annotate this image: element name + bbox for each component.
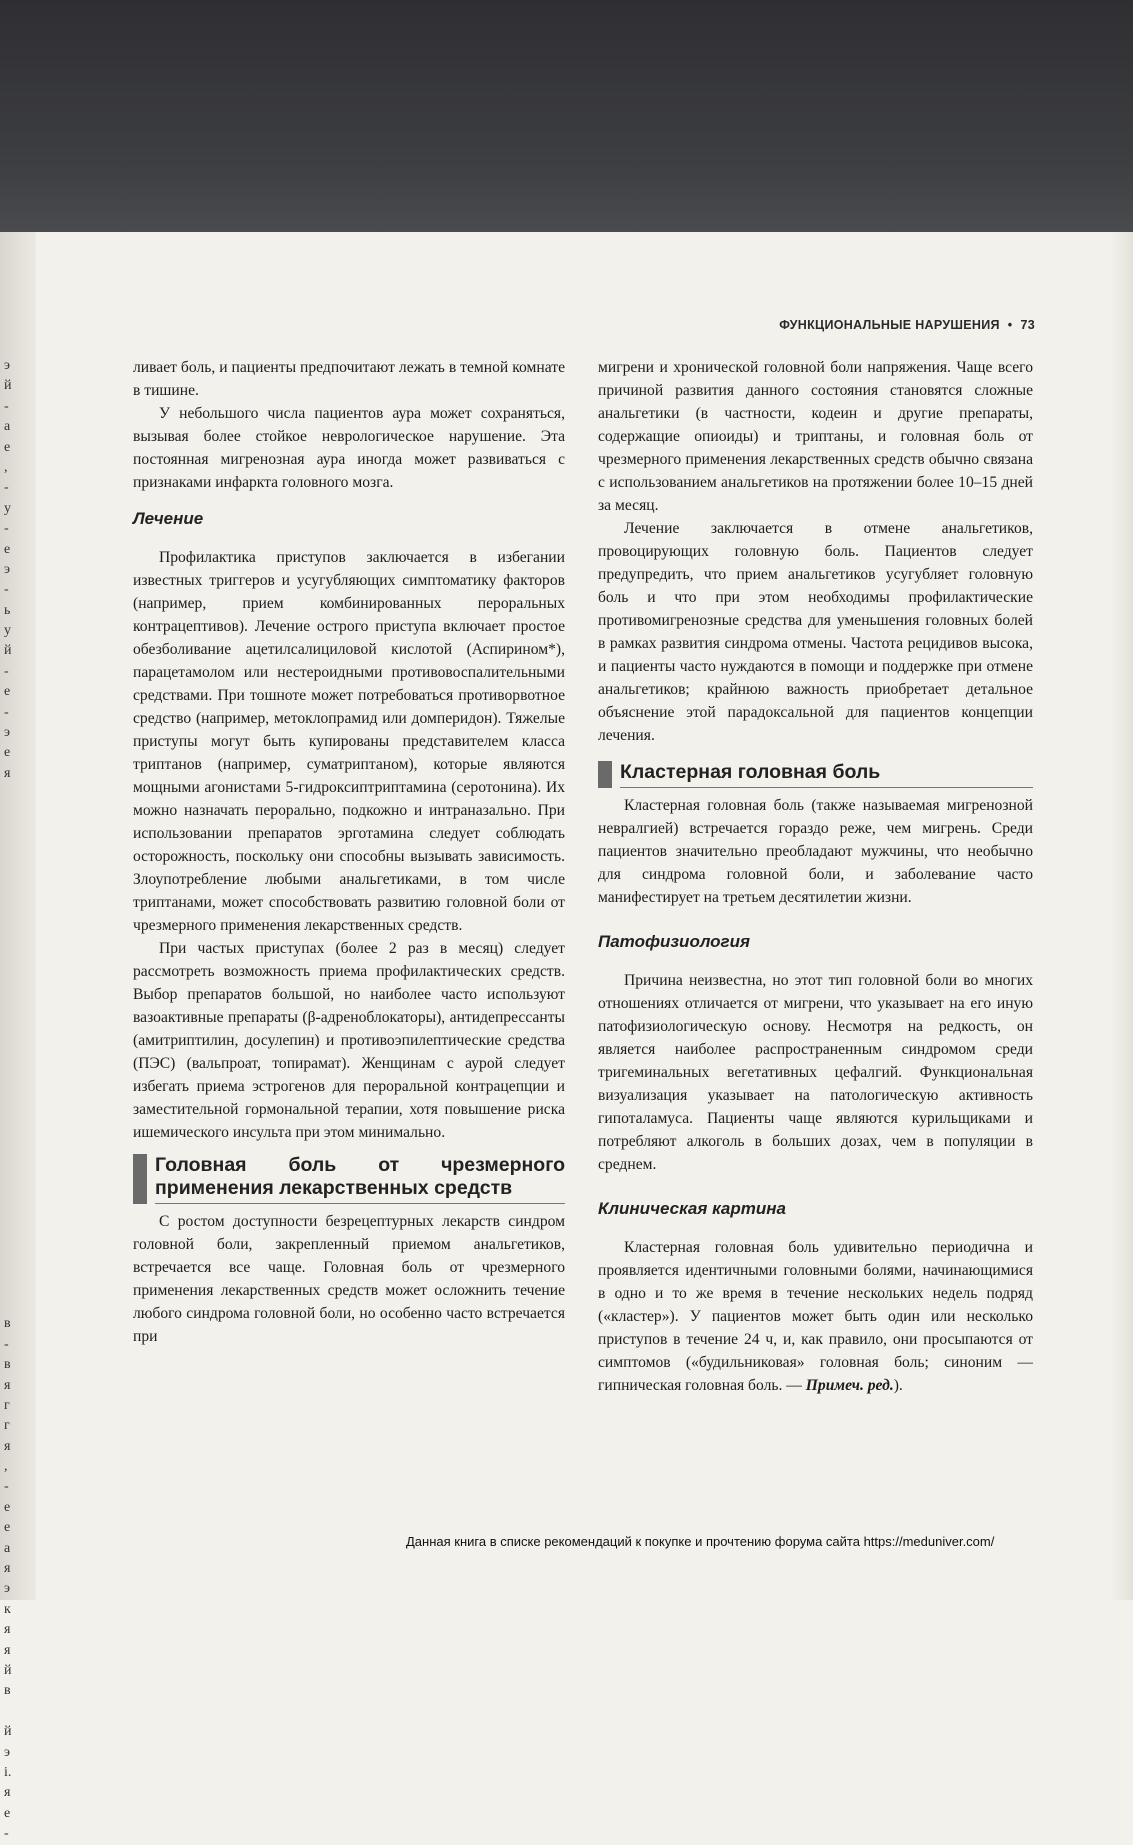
margin-fragment-char <box>4 805 22 825</box>
subheading-clinical-picture: Клиническая картина <box>598 1199 786 1218</box>
paragraph: мигрени и хронической головной боли напряжения. Чаще всего причиной развития данного состояния становятся сложные анальгетики (в частности, кодеин и другие препараты, содержащие опиоиды) и триптаны, и головная боль от чрезмерного применения лекарственных средств обычно связана с использованием анальгетиков на протяжении более 10–15 дней за месяц. <box>598 359 1033 514</box>
paragraph-end: ). <box>893 1377 903 1394</box>
margin-fragment-char <box>4 1702 22 1722</box>
margin-fragment-char <box>4 1212 22 1232</box>
margin-fragment-char <box>4 968 22 988</box>
margin-fragment-char: у <box>4 623 11 639</box>
margin-fragment-char <box>4 1009 22 1029</box>
margin-fragment-char <box>4 1172 22 1192</box>
margin-fragment-char: й <box>4 378 12 394</box>
paragraph: Профилактика приступов заключается в избегании известных триггеров и усугубляющих симптоматику факторов (например, прием комбинированных пероральных контрацептивов). Лечение острого приступа включает простое обезболивание ацетилсалициловой кислотой (Аспирином*), парацетамолом или нестероидными противовоспалительными средствами. При тошноте может потребоваться противорвотное средство (например, метоклопрамид или домперидон). Тяжелые приступы могут быть купированы представителем класса триптанов (например, суматриптаном), которые являются мощными агонистами 5-гидроксиптриптамина (серотонина). Их можно назначать перорально, подкожно и интраназально. При использовании препаратов эрготамина следует соблюдать осторожность, поскольку они способны вызывать зависимость. Злоупотребление любыми анальгетиками, в том числе триптанами, может способствовать развитию головной боли от чрезмерного применения лекарственных средств. <box>133 549 565 934</box>
paragraph: ливает боль, и пациенты предпочитают лежать в темной комнате в тишине. <box>133 359 565 399</box>
margin-fragment-char: е <box>4 1520 11 1536</box>
paragraph-text: Кластерная головная боль удивительно периодична и проявляется идентичными головными болями, начинающимися в одно и то же время в течение нескольких недель подряд («кластер»). У пациентов может быть один или несколько приступов в течение 24 ч, и, как правило, они просыпаются от симптомов («будильниковая» головная боль; синоним — гипническая головная боль. — <box>598 1239 1033 1394</box>
previous-page-margin-fragments <box>4 356 22 1845</box>
margin-fragment-char: э <box>4 561 11 577</box>
margin-fragment-char <box>4 907 22 927</box>
margin-fragment-char <box>4 1274 22 1294</box>
section-heading-cluster <box>598 761 1033 788</box>
margin-fragment-char: е <box>4 684 11 700</box>
section-bar <box>133 1154 147 1204</box>
margin-fragment-char: - <box>4 663 9 679</box>
running-header-bullet: • <box>1007 318 1013 332</box>
margin-fragment-char: э <box>4 1744 11 1760</box>
margin-fragment-char: - <box>4 582 9 598</box>
page-edge-shadow <box>1111 232 1133 1600</box>
margin-fragment-char: - <box>4 704 9 720</box>
margin-fragment-char: е <box>4 439 11 455</box>
margin-fragment-char: е <box>4 1499 11 1515</box>
margin-fragment-char <box>4 845 22 865</box>
margin-fragment-char: й <box>4 1663 12 1678</box>
subheading-pathophysiology: Патофизиология <box>598 932 751 951</box>
margin-fragment-char: я <box>4 1622 11 1638</box>
margin-fragment-char: г <box>4 1418 10 1434</box>
margin-fragment-char: - <box>4 1479 9 1495</box>
margin-fragment-char: е <box>4 541 11 557</box>
section-bar <box>598 761 612 788</box>
margin-fragment-char: к <box>4 1601 11 1617</box>
margin-fragment-char <box>4 1192 22 1212</box>
paragraph <box>598 1236 1033 1397</box>
margin-fragment-char <box>4 1090 22 1110</box>
margin-fragment-char <box>4 1233 22 1253</box>
margin-fragment-char <box>4 927 22 947</box>
margin-fragment-char <box>4 1253 22 1273</box>
margin-fragment-char: , <box>4 1459 8 1475</box>
margin-fragment-char: - <box>4 521 9 537</box>
margin-fragment-char <box>4 1294 22 1314</box>
margin-fragment-char: э <box>4 1581 11 1597</box>
page-number: 73 <box>1020 318 1035 332</box>
margin-fragment-char <box>4 866 22 886</box>
editor-note: Примеч. ред. <box>805 1377 894 1394</box>
margin-fragment-char: ь <box>4 602 11 618</box>
margin-fragment-char: е <box>4 745 11 761</box>
section-title: Кластерная головная боль <box>620 761 1033 788</box>
scan-dark-top-area <box>0 0 1133 232</box>
paragraph: С ростом доступности безрецептурных лекарств синдром головной боли, закрепленный приемом анальгетиков, встречается все чаще. Головная боль от чрезмерного применения лекарственных средств может осложнить течение любого синдрома головной боли, но особенно часто встречается при <box>133 1213 565 1345</box>
margin-fragment-char: в <box>4 1683 11 1699</box>
left-column <box>133 356 565 1348</box>
margin-fragment-char <box>4 1029 22 1049</box>
paragraph: У небольшого числа пациентов аура может сохраняться, вызывая более стойкое неврологическое нарушение. Эта постоянная мигренозная аура иногда может развиваться с признаками инфаркта головного мозга. <box>133 405 565 491</box>
margin-fragment-char: а <box>4 419 11 435</box>
margin-fragment-char: й <box>4 1724 12 1740</box>
margin-fragment-char <box>4 825 22 845</box>
margin-fragment-char <box>4 988 22 1008</box>
paragraph: Лечение заключается в отмене анальгетиков, провоцирующих головную боль. Пациентов следует предупредить, что прием анальгетиков усугубляет головную боль и что при этом необходимы профилактические противомигренозные средства для уменьшения головных болей в рамках развития синдрома отмены. Частота рецидивов высока, и пациенты часто нуждаются в помощи и поддержке при отмене анальгетиков; крайнюю важность приобретает детальное объяснение этой парадоксальной для пациентов концепции лечения. <box>598 520 1033 744</box>
right-column <box>598 356 1033 1397</box>
margin-fragment-char: я <box>4 1785 11 1801</box>
paragraph: Причина неизвестна, но этот тип головной боли во многих отношениях отличается от мигрени, что указывает на его иную патофизиологическую основу. Несмотря на редкость, он является наиболее распространенным синдромом среди тригеминальных вегетативных цефалгий. Функциональная визуализация указывает на патологическую активность гипоталамуса. Пациенты чаще являются курильщиками и потребляют алкоголь в больших дозах, чем в популяции в среднем. <box>598 972 1033 1173</box>
margin-fragment-char <box>4 886 22 906</box>
margin-fragment-char: й <box>4 643 12 659</box>
margin-fragment-char: , <box>4 459 8 475</box>
paragraph: Кластерная головная боль (также называемая мигренозной невралгией) встречается гораздо реже, чем мигрень. Среди пациентов значительно преобладают мужчины, что необычно для синдрома головной боли, и заболевание часто манифестирует на третьем десятилетии жизни. <box>598 797 1033 906</box>
margin-fragment-char: я <box>4 1642 11 1658</box>
running-header <box>779 318 1035 332</box>
margin-fragment-char: я <box>4 765 11 781</box>
margin-fragment-char: э <box>4 725 11 741</box>
footer-watermark-note: Данная книга в списке рекомендаций к покупке и прочтению форума сайта https://meduniver.com/ <box>406 1534 995 1549</box>
margin-fragment-char: я <box>4 1561 11 1577</box>
margin-fragment-char <box>4 1151 22 1171</box>
margin-fragment-char: в <box>4 1357 11 1373</box>
margin-fragment-char <box>4 1049 22 1069</box>
margin-fragment-char: а <box>4 1540 11 1556</box>
running-header-title: ФУНКЦИОНАЛЬНЫЕ НАРУШЕНИЯ <box>779 318 1000 332</box>
margin-fragment-char: э <box>4 358 11 373</box>
margin-fragment-char: - <box>4 1336 9 1352</box>
margin-fragment-char: - <box>4 1826 9 1842</box>
margin-fragment-char: - <box>4 480 9 496</box>
section-title: Головная боль от чрезмерного применения лекарственных средств <box>155 1154 565 1204</box>
margin-fragment-char: - <box>4 398 9 414</box>
margin-fragment-char <box>4 1131 22 1151</box>
margin-fragment-char: в <box>4 1316 11 1332</box>
margin-fragment-char: е <box>4 1805 11 1821</box>
margin-fragment-char <box>4 1110 22 1130</box>
margin-fragment-char <box>4 1070 22 1090</box>
margin-fragment-char: я <box>4 1377 11 1393</box>
margin-fragment-char: і. <box>4 1764 12 1780</box>
subheading-treatment: Лечение <box>133 509 204 528</box>
margin-fragment-char <box>4 784 22 804</box>
margin-fragment-char: у <box>4 500 11 516</box>
paragraph: При частых приступах (более 2 раз в месяц) следует рассмотреть возможность приема профилактических средств. Выбор препаратов большой, но наиболее часто используют вазоактивные препараты (β-адреноблокаторы), антидепрессанты (амитриптилин, досулепин) и противоэпилептические средства (ПЭС) (вальпроат, топирамат). Женщинам с аурой следует избегать приема эстрогенов для пероральной контрацепции и заместительной гормональной терапии, хотя повышение риска ишемического инсульта при этом минимально. <box>133 940 565 1141</box>
margin-fragment-char <box>4 947 22 967</box>
section-heading-overuse <box>133 1154 565 1204</box>
margin-fragment-char: г <box>4 1397 10 1413</box>
margin-fragment-char: я <box>4 1438 11 1454</box>
